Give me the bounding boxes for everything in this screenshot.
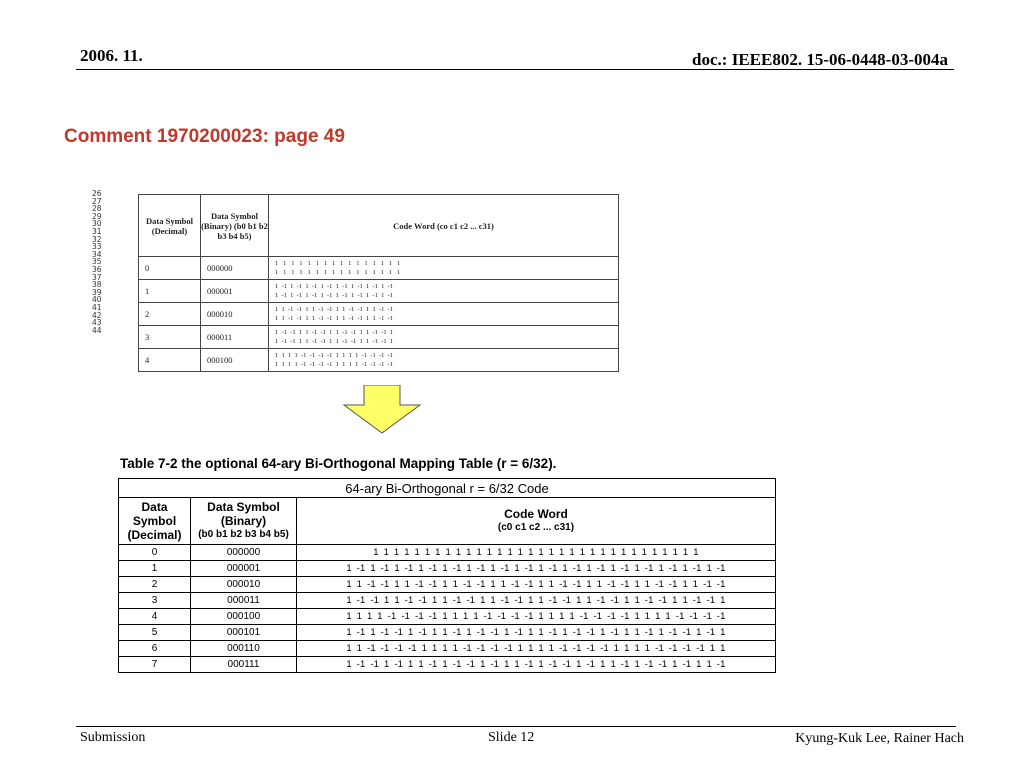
- line-number: 38: [92, 280, 102, 290]
- line-number: 37: [92, 272, 102, 282]
- scan-header-binary: Data Symbol (Binary) (b0 b1 b2 b3 b4 b5): [201, 195, 269, 257]
- cell-codeword: 1 -1 -1 1 -1 1 1 -1 1 -1 -1 1 -1 1 1 -1 1 -1 -1 1 -1 1 1 -1 1 -1 -1 1 -1 1 1 -1: [297, 657, 776, 673]
- cell-codeword: 1 1 -1 -1 -1 -1 1 1 1 1 -1 -1 -1 -1 1 1 1 1 -1 -1 -1 -1 1 1 1 1 -1 -1 -1 -1 1 1: [297, 641, 776, 657]
- line-number: 43: [92, 318, 102, 328]
- table-top-header: 64-ary Bi-Orthogonal r = 6/32 Code: [119, 479, 776, 498]
- line-number: 40: [92, 295, 102, 305]
- cell-codeword: 1 -1 1 -1 1 -1 1 -1 1 -1 1 -1 1 -1 1 -1 1 -1 1 -1 1 -1 1 -1 1 -1 1 -1 1 -1 1 -1: [297, 561, 776, 577]
- table-caption: Table 7-2 the optional 64-ary Bi-Orthogonal Mapping Table (r = 6/32).: [120, 456, 557, 471]
- scanned-excerpt: [92, 190, 622, 372]
- cell-codeword: 1 1 -1 -1 1 1 -1 -1 1 1 -1 -1 1 1 -1 -1 1 1 -1 -1 1 1 -1 -1 1 1 -1 -1 1 1 -1 -1: [297, 577, 776, 593]
- cell-decimal: 4: [119, 609, 191, 625]
- line-number: 28: [92, 204, 102, 214]
- cell-binary: 000111: [191, 657, 297, 673]
- table-row: [119, 641, 776, 657]
- cell-decimal: 7: [119, 657, 191, 673]
- scan-cell-codeword: 1 1 1 1 1 1 1 1 1 1 1 1 1 1 1 1 1 1 1 1 1 1 1 1 1 1 1 1 1 1 1 1: [269, 257, 619, 280]
- cell-binary: 000011: [191, 593, 297, 609]
- cell-binary: 000100: [191, 609, 297, 625]
- table-row: [119, 593, 776, 609]
- scan-cell-decimal: 4: [139, 349, 201, 372]
- scan-header-decimal: Data Symbol (Decimal): [139, 195, 201, 257]
- cell-binary: 000101: [191, 625, 297, 641]
- cell-binary: 000001: [191, 561, 297, 577]
- cell-binary: 000110: [191, 641, 297, 657]
- line-number: 41: [92, 302, 102, 312]
- line-number: 34: [92, 249, 102, 259]
- scan-cell-binary: 000001: [201, 280, 269, 303]
- scanned-table: [138, 194, 619, 372]
- slide-title: Comment 1970200023: page 49: [64, 126, 345, 147]
- table-row: [119, 545, 776, 561]
- table-row: [119, 577, 776, 593]
- scan-cell-decimal: 0: [139, 257, 201, 280]
- scan-cell-codeword: 1 1 1 1 -1 -1 -1 -1 1 1 1 1 -1 -1 -1 -1 1 1 1 1 -1 -1 -1 -1 1 1 1 1 -1 -1 -1 -1: [269, 349, 619, 372]
- cell-decimal: 5: [119, 625, 191, 641]
- cell-decimal: 1: [119, 561, 191, 577]
- cell-binary: 000000: [191, 545, 297, 561]
- line-number: 31: [92, 226, 102, 236]
- cell-decimal: 2: [119, 577, 191, 593]
- line-number: 42: [92, 310, 102, 320]
- cell-codeword: 1 1 1 1 -1 -1 -1 -1 1 1 1 1 -1 -1 -1 -1 1 1 1 1 -1 -1 -1 -1 1 1 1 1 -1 -1 -1 -1: [297, 609, 776, 625]
- cell-binary: 000010: [191, 577, 297, 593]
- scan-cell-binary: 000000: [201, 257, 269, 280]
- cell-codeword: 1 1 1 1 1 1 1 1 1 1 1 1 1 1 1 1 1 1 1 1 1 1 1 1 1 1 1 1 1 1 1 1: [297, 545, 776, 561]
- table-row: [119, 561, 776, 577]
- cell-decimal: 6: [119, 641, 191, 657]
- line-numbers: [92, 190, 112, 334]
- scan-cell-decimal: 3: [139, 326, 201, 349]
- cell-decimal: 0: [119, 545, 191, 561]
- line-number: 44: [92, 325, 102, 335]
- scan-cell-decimal: 1: [139, 280, 201, 303]
- line-number: 33: [92, 242, 102, 252]
- line-number: 39: [92, 287, 102, 297]
- table-row: [119, 609, 776, 625]
- scan-row: [139, 257, 619, 280]
- scan-cell-binary: 000011: [201, 326, 269, 349]
- table-row: [119, 625, 776, 641]
- line-number: 35: [92, 257, 102, 267]
- mapping-table: [118, 478, 776, 673]
- line-number: 27: [92, 196, 102, 206]
- scan-cell-binary: 000100: [201, 349, 269, 372]
- line-number: 26: [92, 190, 102, 198]
- header-divider: [76, 69, 954, 70]
- scan-cell-binary: 000010: [201, 303, 269, 326]
- line-number: 36: [92, 264, 102, 274]
- header-doc-id: doc.: IEEE802. 15-06-0448-03-004a: [692, 50, 948, 69]
- scan-row-truncated: [139, 372, 619, 373]
- scan-cell-codeword: 1 1 -1 -1 1 1 -1 -1 1 1 -1 -1 1 1 -1 -1 1 1 -1 -1 1 1 -1 -1 1 1 -1 -1 1 1 -1 -1: [269, 303, 619, 326]
- scan-row: [139, 303, 619, 326]
- footer-authors: Kyung-Kuk Lee, Rainer Hach: [795, 731, 964, 746]
- table-row: [119, 657, 776, 673]
- cell-codeword: 1 -1 -1 1 1 -1 -1 1 1 -1 -1 1 1 -1 -1 1 1 -1 -1 1 1 -1 -1 1 1 -1 -1 1 1 -1 -1 1: [297, 593, 776, 609]
- line-number: 32: [92, 234, 102, 244]
- header-binary: Data Symbol (Binary) (b0 b1 b2 b3 b4 b5): [191, 498, 297, 545]
- scan-row: [139, 326, 619, 349]
- header-codeword: Code Word (c0 c1 c2 ... c31): [297, 498, 776, 545]
- cell-codeword: 1 -1 1 -1 -1 1 -1 1 1 -1 1 -1 -1 1 -1 1 1 -1 1 -1 -1 1 -1 1 1 -1 1 -1 -1 1 -1 1: [297, 625, 776, 641]
- scan-row: [139, 349, 619, 372]
- down-arrow-icon: [342, 385, 422, 435]
- header-decimal: Data Symbol (Decimal): [119, 498, 191, 545]
- header-date: 2006. 11.: [80, 46, 143, 65]
- scan-header-codeword: Code Word (co c1 c2 ... c31): [269, 195, 619, 257]
- scan-cell-decimal: 2: [139, 303, 201, 326]
- footer-slide-number: Slide 12: [488, 730, 535, 745]
- scan-cell-codeword: 1 -1 -1 1 1 -1 -1 1 1 -1 -1 1 1 -1 -1 1 1 -1 -1 1 1 -1 -1 1 1 -1 -1 1 1 -1 -1 1: [269, 326, 619, 349]
- footer-divider: [76, 726, 956, 727]
- line-number: 29: [92, 211, 102, 221]
- scan-cell-codeword: 1 -1 1 -1 1 -1 1 -1 1 -1 1 -1 1 -1 1 -1 1 -1 1 -1 1 -1 1 -1 1 -1 1 -1 1 -1 1 -1: [269, 280, 619, 303]
- footer-submission: Submission: [80, 730, 146, 745]
- scan-row: [139, 280, 619, 303]
- cell-decimal: 3: [119, 593, 191, 609]
- line-number: 30: [92, 219, 102, 229]
